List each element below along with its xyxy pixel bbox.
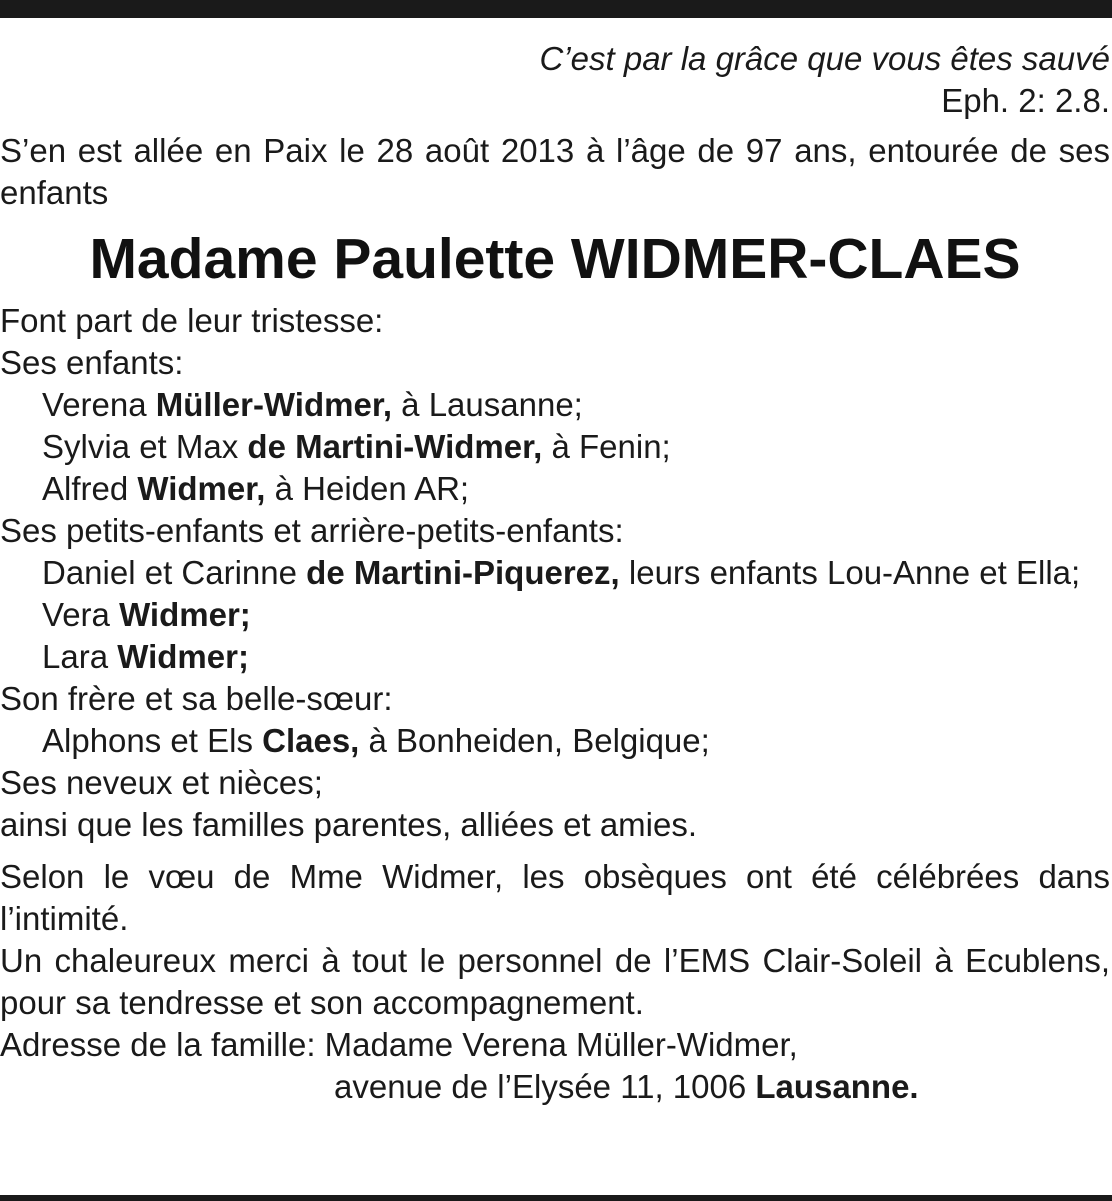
family-entry: Alphons et Els Claes, à Bonheiden, Belgique;: [42, 722, 710, 759]
nephews-line: Ses neveux et nièces;: [0, 764, 323, 801]
family-list: [0, 300, 1110, 846]
family-address: Adresse de la famille: Madame Verena Müller-Widmer,: [0, 1026, 798, 1063]
thanks-note: Un chaleureux merci à tout le personnel de l’EMS Clair-Soleil à Ecublens, pour sa tendresse et son accompagnement.: [0, 942, 1110, 1021]
children-heading: Ses enfants:: [0, 344, 184, 381]
sibling-heading: Son frère et sa belle-sœur:: [0, 680, 393, 717]
epigraph-reference: Eph. 2: 2.8.: [941, 82, 1110, 119]
announcement: Font part de leur tristesse:: [0, 302, 384, 339]
grandchildren-heading: Ses petits-enfants et arrière-petits-enfants:: [0, 512, 624, 549]
family-address-street: avenue de l’Elysée 11, 1006 Lausanne.: [334, 1068, 919, 1105]
epigraph: [0, 38, 1110, 122]
bottom-rule: [0, 1195, 1112, 1201]
deceased-name: Madame Paulette WIDMER-CLAES: [89, 227, 1021, 291]
funeral-note: Selon le vœu de Mme Widmer, les obsèques ont été célébrées dans l’intimité.: [0, 858, 1110, 937]
epigraph-quote: C’est par la grâce que vous êtes sauvé: [539, 40, 1110, 77]
others-line: ainsi que les familles parentes, alliées et amies.: [0, 806, 698, 843]
intro-text: S’en est allée en Paix le 28 août 2013 à l’âge de 97 ans, entourée de ses enfants: [0, 132, 1110, 211]
family-entry: Alfred Widmer, à Heiden AR;: [42, 470, 470, 507]
family-entry: Lara Widmer;: [42, 638, 249, 675]
obituary-notice: [0, 38, 1110, 1108]
family-entry: Vera Widmer;: [42, 596, 251, 633]
family-entry: Daniel et Carinne de Martini-Piquerez, leurs enfants Lou-Anne et Ella;: [42, 554, 1081, 591]
closing-section: [0, 856, 1110, 1108]
top-rule: [0, 0, 1112, 18]
family-entry: Sylvia et Max de Martini-Widmer, à Fenin;: [42, 428, 671, 465]
family-entry: Verena Müller-Widmer, à Lausanne;: [42, 386, 583, 423]
